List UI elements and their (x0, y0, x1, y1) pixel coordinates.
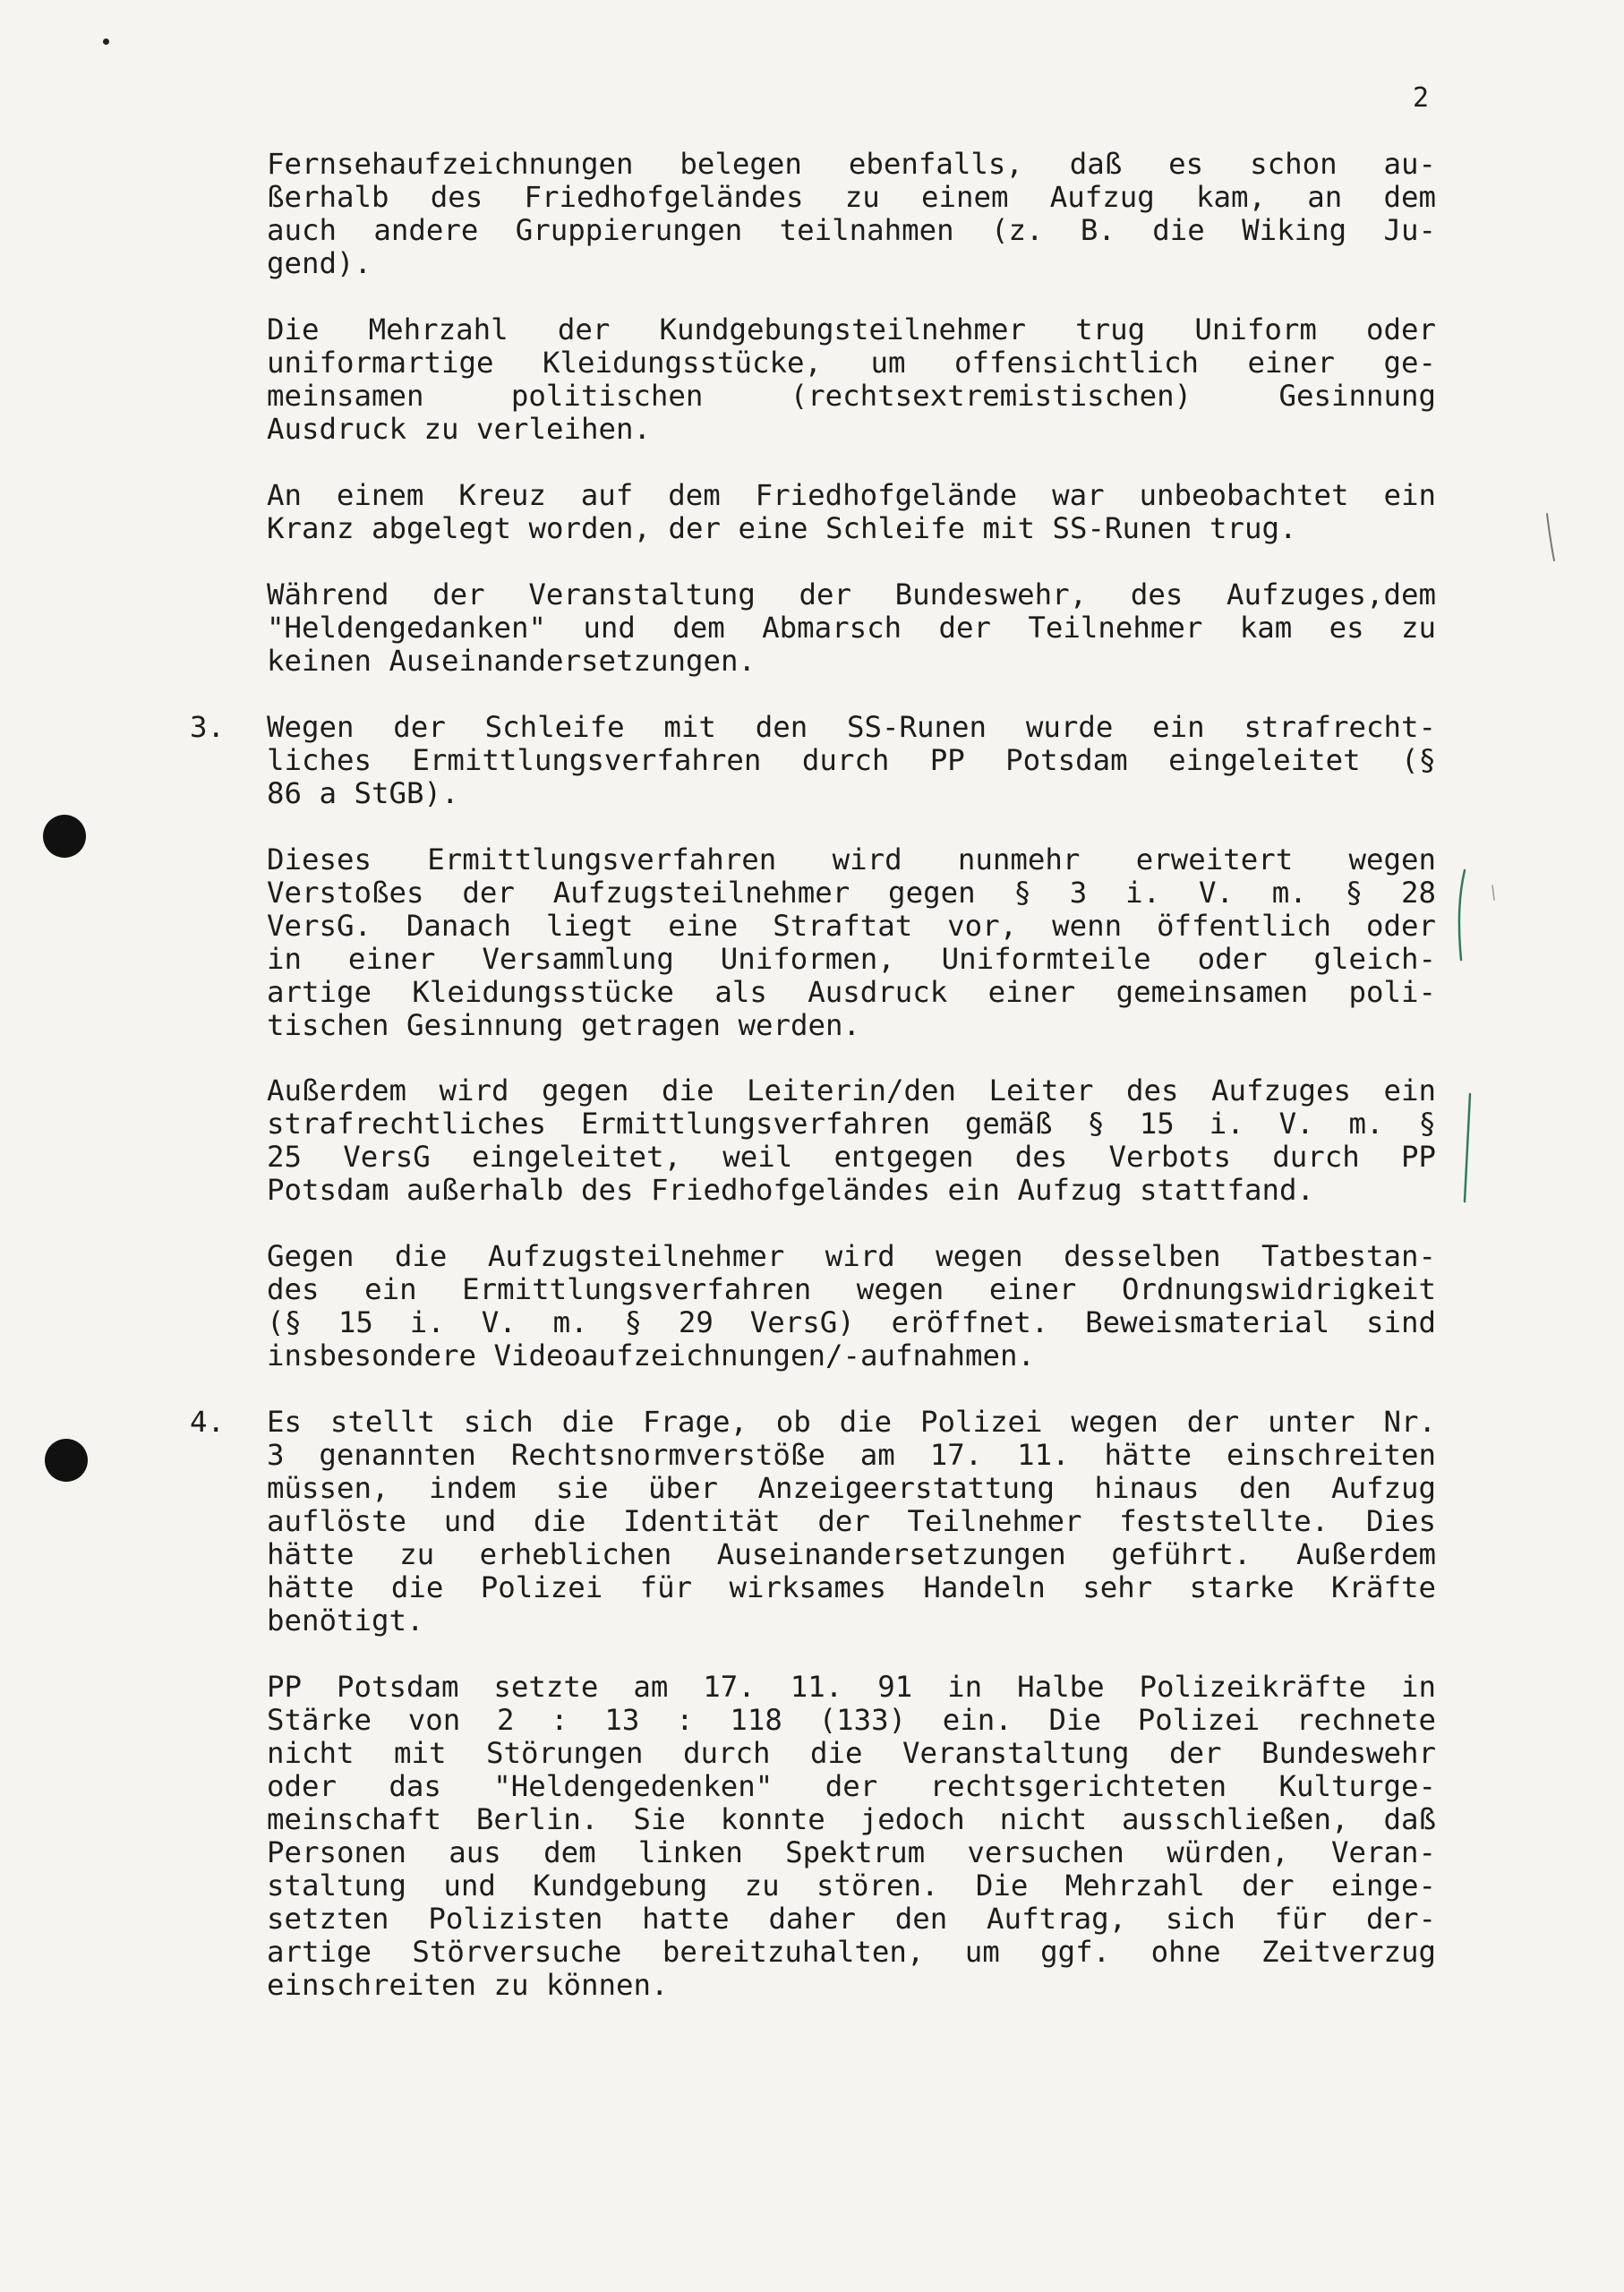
text-line: Fernsehaufzeichnungen belegen ebenfalls, daß es schon au- (267, 147, 1436, 181)
text-line: Dieses Ermittlungsverfahren wird nunmehr erweitert wegen (267, 842, 1436, 877)
punch-hole (45, 1439, 88, 1482)
text-line: artige Störversuche bereitzuhalten, um ggf. ohne Zeitverzug (267, 1935, 1436, 1969)
text-line: Wegen der Schleife mit den SS-Runen wurde ein strafrecht- (267, 710, 1436, 744)
text-line: PP Potsdam setzte am 17. 11. 91 in Halbe Polizeikräfte in (267, 1670, 1436, 1704)
paper-speck (103, 38, 109, 45)
text-line: Außerdem wird gegen die Leiterin/den Leiter des Aufzuges ein (267, 1073, 1436, 1108)
margin-line-mark (1457, 1090, 1481, 1207)
text-line: 3 genannten Rechtsnormverstöße am 17. 11. hätte einschreiten (267, 1438, 1436, 1472)
text-line: Die Mehrzahl der Kundgebungsteilnehmer trug Uniform oder (267, 312, 1436, 346)
text-line: (§ 15 i. V. m. § 29 VersG) eröffnet. Beweismaterial sind (267, 1305, 1436, 1339)
text-line: des ein Ermittlungsverfahren wegen einer Ordnungswidrigkeit (267, 1272, 1436, 1306)
item-number: 4. (190, 1405, 226, 1439)
text-line: 25 VersG eingeleitet, weil entgegen des Verbots durch PP (267, 1140, 1436, 1174)
text-line: Personen aus dem linken Spektrum versuchen würden, Veran- (267, 1835, 1436, 1869)
text-line: artige Kleidungsstücke als Ausdruck einer gemeinsamen poli- (267, 975, 1436, 1009)
text-line: "Heldengedanken" und dem Abmarsch der Teilnehmer kam es zu (267, 611, 1436, 645)
text-line: meinsamen politischen (rechtsextremistischen) Gesinnung (267, 379, 1436, 413)
text-line: gend). (267, 246, 372, 280)
text-line: VersG. Danach liegt eine Straftat vor, wenn öffentlich oder (267, 909, 1436, 943)
text-line: uniformartige Kleidungsstücke, um offensichtlich einer ge- (267, 346, 1436, 380)
text-line: Ausdruck zu verleihen. (267, 412, 652, 446)
text-line: hätte zu erheblichen Auseinandersetzungen geführt. Außerdem (267, 1537, 1436, 1571)
text-line: An einem Kreuz auf dem Friedhofgelände war unbeobachtet ein (267, 478, 1436, 512)
text-line: oder das "Heldengedenken" der rechtsgerichteten Kulturge- (267, 1769, 1436, 1803)
item-number: 3. (190, 710, 226, 744)
text-line: hätte die Polizei für wirksames Handeln sehr starke Kräfte (267, 1570, 1436, 1604)
text-line: Es stellt sich die Frage, ob die Polizei wegen der unter Nr. (267, 1405, 1436, 1439)
margin-tick-mark (1542, 510, 1560, 564)
margin-bracket-mark (1450, 867, 1477, 965)
punch-hole (43, 815, 86, 858)
text-line: müssen, indem sie über Anzeigeerstattung hinaus den Aufzug (267, 1471, 1436, 1505)
text-line: Verstoßes der Aufzugsteilnehmer gegen § 3 i. V. m. § 28 (267, 876, 1436, 910)
margin-tick-mark (1488, 882, 1500, 903)
text-line: liches Ermittlungsverfahren durch PP Potsdam eingeleitet (§ (267, 743, 1436, 777)
text-line: auflöste und die Identität der Teilnehmer feststellte. Dies (267, 1504, 1436, 1538)
text-line: tischen Gesinnung getragen werden. (267, 1008, 861, 1042)
text-line: 86 a StGB). (267, 776, 459, 810)
text-line: Gegen die Aufzugsteilnehmer wird wegen desselben Tatbestan- (267, 1239, 1436, 1273)
text-line: benötigt. (267, 1604, 424, 1638)
text-line: nicht mit Störungen durch die Veranstaltung der Bundeswehr (267, 1736, 1436, 1770)
text-line: staltung und Kundgebung zu stören. Die Mehrzahl der einge- (267, 1869, 1436, 1903)
text-line: meinschaft Berlin. Sie konnte jedoch nicht ausschließen, daß (267, 1802, 1436, 1836)
text-line: Während der Veranstaltung der Bundeswehr, des Aufzuges,dem (267, 577, 1436, 611)
text-line: Potsdam außerhalb des Friedhofgeländes ein Aufzug stattfand. (267, 1173, 1315, 1207)
text-line: auch andere Gruppierungen teilnahmen (z. B. die Wiking Ju- (267, 213, 1436, 247)
text-line: Kranz abgelegt worden, der eine Schleife mit SS-Runen trug. (267, 511, 1297, 545)
text-line: einschreiten zu können. (267, 1968, 669, 2002)
text-line: in einer Versammlung Uniformen, Uniformteile oder gleich- (267, 942, 1436, 976)
text-line: Stärke von 2 : 13 : 118 (133) ein. Die Polizei rechnete (267, 1703, 1436, 1737)
text-line: ßerhalb des Friedhofgeländes zu einem Aufzug kam, an dem (267, 180, 1436, 214)
text-line: strafrechtliches Ermittlungsverfahren gemäß § 15 i. V. m. § (267, 1107, 1436, 1141)
text-line: insbesondere Videoaufzeichnungen/-aufnahmen. (267, 1338, 1036, 1373)
page-number: 2 (1413, 82, 1430, 114)
text-line: keinen Auseinandersetzungen. (267, 644, 756, 678)
text-line: setzten Polizisten hatte daher den Auftrag, sich für der- (267, 1902, 1436, 1936)
